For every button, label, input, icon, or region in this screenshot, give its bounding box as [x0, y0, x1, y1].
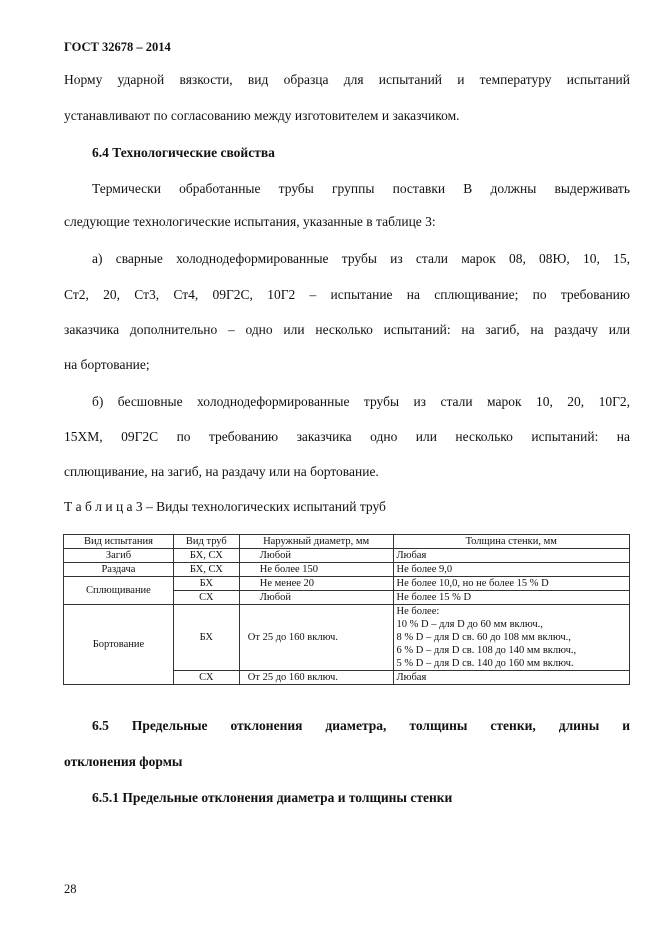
table-cell: СХ	[173, 591, 239, 605]
table-cell: Сплющивание	[64, 577, 174, 605]
text-line: сплющивание, на загиб, на раздачу или на бортование.	[64, 464, 379, 479]
text-line: 15ХМ, 09Г2С по требованию заказчика одно или несколько испытаний: на	[64, 429, 630, 444]
wall-line: 10 % D – для D до 60 мм включ.,	[396, 619, 543, 630]
text-line: б) бесшовные холоднодеформированные трубы из стали марок 10, 20, 10Г2,	[92, 394, 630, 409]
table-cell: От 25 до 160 включ.	[239, 605, 393, 671]
table-caption: Т а б л и ц а 3 – Виды технологических испытаний труб	[64, 499, 386, 514]
table-cell: Любая	[393, 549, 630, 563]
text-line: заказчика дополнительно – одно или несколько испытаний: на загиб, на раздачу или	[64, 322, 630, 337]
table-cell: Не более 15 % D	[393, 591, 630, 605]
section-heading-6-4: 6.4 Технологические свойства	[92, 145, 275, 160]
table-cell: БХ	[173, 577, 239, 591]
table-cell: Бортование	[64, 605, 174, 685]
text-line: Норму ударной вязкости, вид образца для испытаний и температуру испытаний	[64, 72, 630, 87]
page-number: 28	[64, 882, 77, 896]
section-heading-6-5-1: 6.5.1 Предельные отклонения диаметра и толщины стенки	[92, 790, 453, 805]
column-header-wall: Толщина стенки, мм	[393, 535, 630, 549]
table-cell: Любой	[239, 549, 393, 563]
table-cell: Не более 10,0, но не более 15 % D	[393, 577, 630, 591]
column-header-test: Вид испытания	[64, 535, 174, 549]
table-cell: Любой	[239, 591, 393, 605]
column-header-pipe: Вид труб	[173, 535, 239, 549]
wall-line: Не более:	[396, 606, 440, 617]
text-line: Ст2, 20, Ст3, Ст4, 09Г2С, 10Г2 – испытание на сплющивание; по требованию	[64, 287, 630, 302]
table-cell: От 25 до 160 включ.	[239, 671, 393, 685]
text-line: следующие технологические испытания, указанные в таблице 3:	[64, 214, 436, 229]
text-line: на бортование;	[64, 357, 150, 372]
table-cell: Загиб	[64, 549, 174, 563]
table-row	[64, 549, 630, 563]
wall-line: 6 % D – для D св. 108 до 140 мм включ.,	[396, 645, 577, 656]
heading-line: 6.5 Предельные отклонения диаметра, толщины стенки, длины и	[92, 718, 630, 733]
table-cell: Не более 150	[239, 563, 393, 577]
table-cell: БХ, СХ	[173, 563, 239, 577]
heading-line: отклонения формы	[64, 754, 183, 769]
table-cell: СХ	[173, 671, 239, 685]
table-cell: Не более 9,0	[393, 563, 630, 577]
text-line: а) сварные холоднодеформированные трубы из стали марок 08, 08Ю, 10, 15,	[92, 251, 630, 266]
table-cell: БХ, СХ	[173, 549, 239, 563]
wall-line: 5 % D – для D св. 140 до 160 мм включ.	[396, 658, 574, 669]
text-line: Термически обработанные трубы группы поставки В должны выдерживать	[92, 181, 630, 196]
table-cell: Любая	[393, 671, 630, 685]
table-cell: Раздача	[64, 563, 174, 577]
table-row	[64, 577, 630, 591]
table-header-row	[64, 535, 630, 549]
column-header-diameter: Наружный диаметр, мм	[239, 535, 393, 549]
table-cell: БХ	[173, 605, 239, 671]
wall-line: 8 % D – для D св. 60 до 108 мм включ.,	[396, 632, 571, 643]
text-line: устанавливают по согласованию между изготовителем и заказчиком.	[64, 108, 460, 123]
table-cell: Не менее 20	[239, 577, 393, 591]
table-technological-tests	[63, 534, 630, 685]
table-row	[64, 563, 630, 577]
table-row	[64, 605, 630, 671]
document-code: ГОСТ 32678 – 2014	[64, 40, 171, 54]
table-cell-wall-list	[393, 605, 630, 671]
